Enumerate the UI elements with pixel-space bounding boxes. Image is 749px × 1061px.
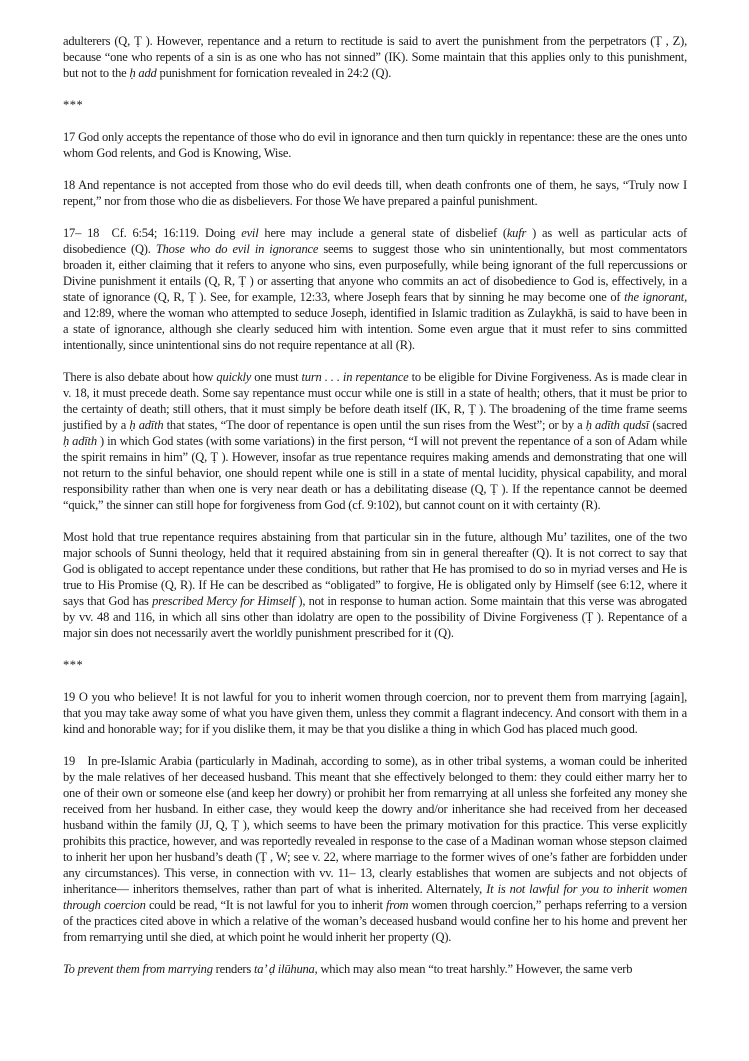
section-separator-2 [63,657,687,673]
italic-text-run: the ignorant, [624,290,688,304]
text-run: renders [212,962,254,976]
text-run: seems to suggest those who sin unintentionally, but most commentators broaden it, either claiming that it refers to anyone who sins, even purposefully, while being ignorant of the full repercussions or Divine punishment it entails (Q, R, Ṭ ) or asserting that anyone who commits an act of disobedience to God is, effectively, in a state of ignorance (Q, R, Ṭ ). See, for example, 12:33, where Joseph fears that by sinning he may become one of [63,242,687,304]
text-run: and 12:89, where the woman who attempted to seduce Joseph, identified in Islamic tradition as Zulaykhā, is said to have been in a state of ignorance, although she clearly seduced him with intention. Some even argue that it must refer to sins committed intentionally, since unintentional sins do not require repentance at all (R). [63,306,687,352]
text-run: Most hold that true repentance requires abstaining from that particular sin in the future, although Mu’ tazilites, one of the two major schools of Sunni theology, held that it required abstaining from sin in general thereafter (Q). It is not correct to say that God is obligated to accept repentance under these conditions, but rather that He has promised to do so in myriad verses and He is true to His Promise (Q, R). If He can be described as “obligated” to forgive, He is obligated only by Himself (see 6:12, where it says that God has [63,530,687,608]
verse-19 [63,689,687,737]
continued-commentary-paragraph [63,33,687,81]
text-run: ) as well as particular acts of disobedience (Q). [63,226,688,256]
section-separator-1 [63,97,687,113]
italic-text-run: quickly [216,370,252,384]
text-run: punishment for fornication revealed in 24:2 (Q). [156,66,392,80]
italic-text-run: ta’ ḍ ilūhuna, [254,962,318,976]
italic-text-run: It is not lawful for you to inherit women through coercion [63,882,687,912]
italic-text-run: prescribed Mercy for Himself [152,594,296,608]
text-run: to be eligible for Divine Forgiveness. As is made clear in v. 18, it must precede death. Some say repentance must occur while one is still in a state of health; others, that it must be prior to the certainty of death; still others, that it must simply be before death itself (IK, R, Ṭ ). The broadening of the time frame seems justified by a [63,370,688,432]
italic-text-run: evil [241,226,259,240]
commentary-true-repentance [63,529,687,641]
text-run: 18 And repentance is not accepted from those who do evil deeds till, when death confronts one of them, he says, “Truly now I repent,” nor from those who die as disbelievers. For those We have prepared a painful punishment. [63,178,687,208]
commentary-19 [63,753,687,945]
commentary-17-18 [63,225,687,353]
italic-text-run: ḥ adīth [63,434,97,448]
text-run: adulterers (Q, Ṭ ). However, repentance and a return to rectitude is said to avert the punishment from the perpetrators (Ṭ , Z), because “one who repents of a sin is as one who has not sinned” (IK). Some maintain that this applies only to this punishment, but not to the [63,34,687,80]
text-run: could be read, “It is not lawful for you to inherit [145,898,387,912]
text-run: women through coercion,” perhaps referring to a version of the practices cited above in which a relative of the woman’s deceased husband would confine her to his home and prevent her from remarrying until she died, at which point he would inherit her property (Q). [63,898,687,944]
italic-text-run: ḥ add [129,66,157,80]
page-content [63,33,687,977]
italic-text-run: kufr [506,226,527,240]
italic-text-run: turn . . . in repentance [301,370,409,384]
text-run: ), not in response to human action. Some maintain that this verse was abrogated by vv. 48 and 116, in which all sins other than idolatry are open to the possibility of Divine Forgiveness (Ṭ ). Repentance of a major sin does not necessarily avert the worldly punishment prescribed for it (Q). [63,594,687,640]
text-run: There is also debate about how [63,370,217,384]
text-run: 19 O you who believe! It is not lawful for you to inherit women through coercion, nor to prevent them from marrying [again], that you may take away some of what you have given them, unless they commit a flagrant indecency. And consort with them in a kind and honorable way; for if you dislike them, it may be that you dislike a thing in which God has placed much good. [63,690,687,736]
text-run: 19 In pre-Islamic Arabia (particularly in Madinah, according to some), as in other tribal systems, a woman could be inherited by the male relatives of her deceased husband. This meant that she effectively belonged to them: they could either marry her to one of their own or someone else (and keep her dowry) or prohibit her from remarrying at all unless she forfeited any money she received from her husband. In either case, they would keep the dowry and/or inheritance she had received from her deceased husband within the family (JJ, Q, Ṭ ), which seems to have been the primary motivation for this practice. This verse explicitly prohibits this practice, however, and was reportedly revealed in response to the case of a Madinan woman whose stepson claimed to inherit her upon her husband’s death (Ṭ , W; see v. 22, where marriage to the former wives of one’s father are forbidden under any circumstances). This verse, in connection with vv. 11– 13, clearly establishes that women are subjects and not objects of inheritance— inheritors themselves, rather than part of what is inherited. Alternately, [63,754,687,896]
text-run: *** [63,658,84,672]
italic-text-run: To prevent them from marrying [63,962,213,976]
text-run: ) in which God states (with some variations) in the first person, “I will not prevent the repentance of a son of Adam while the spirit remains in him” (Q, Ṭ ). However, insofar as true repentance requires making amends and demonstrating that one will not return to the sinful behavior, one should repent while one is still in a state of mental lucidity, physical capability, and moral responsibility rather than when one is very near death or has a debilitating disease (Q, Ṭ ). If the repentance cannot be deemed “quick,” the sinner can still hope for forgiveness from God (cf. 9:102), but cannot count on it with certainty (R). [63,434,687,512]
commentary-prevent-marrying [63,961,687,977]
text-run: 17 God only accepts the repentance of those who do evil in ignorance and then turn quickly in repentance: these are the ones unto whom God relents, and God is Knowing, Wise. [63,130,687,160]
italic-text-run: ḥ adīth [129,418,164,432]
verse-18 [63,177,687,209]
text-run: which may also mean “to treat harshly.” However, the same verb [317,962,633,976]
commentary-repentance-timing [63,369,687,513]
text-run: (sacred [649,418,688,432]
text-run: that states, “The door of repentance is open until the sun rises from the West”; or by a [163,418,586,432]
italic-text-run: Those who do evil in ignorance [155,242,319,256]
text-run: 17– 18 Cf. 6:54; 16:119. Doing [63,226,242,240]
text-run: *** [63,98,84,112]
italic-text-run: ḥ adīth qudsī [585,418,650,432]
italic-text-run: from [386,898,409,912]
text-run: here may include a general state of disbelief ( [258,226,507,240]
verse-17 [63,129,687,161]
text-run: one must [251,370,302,384]
